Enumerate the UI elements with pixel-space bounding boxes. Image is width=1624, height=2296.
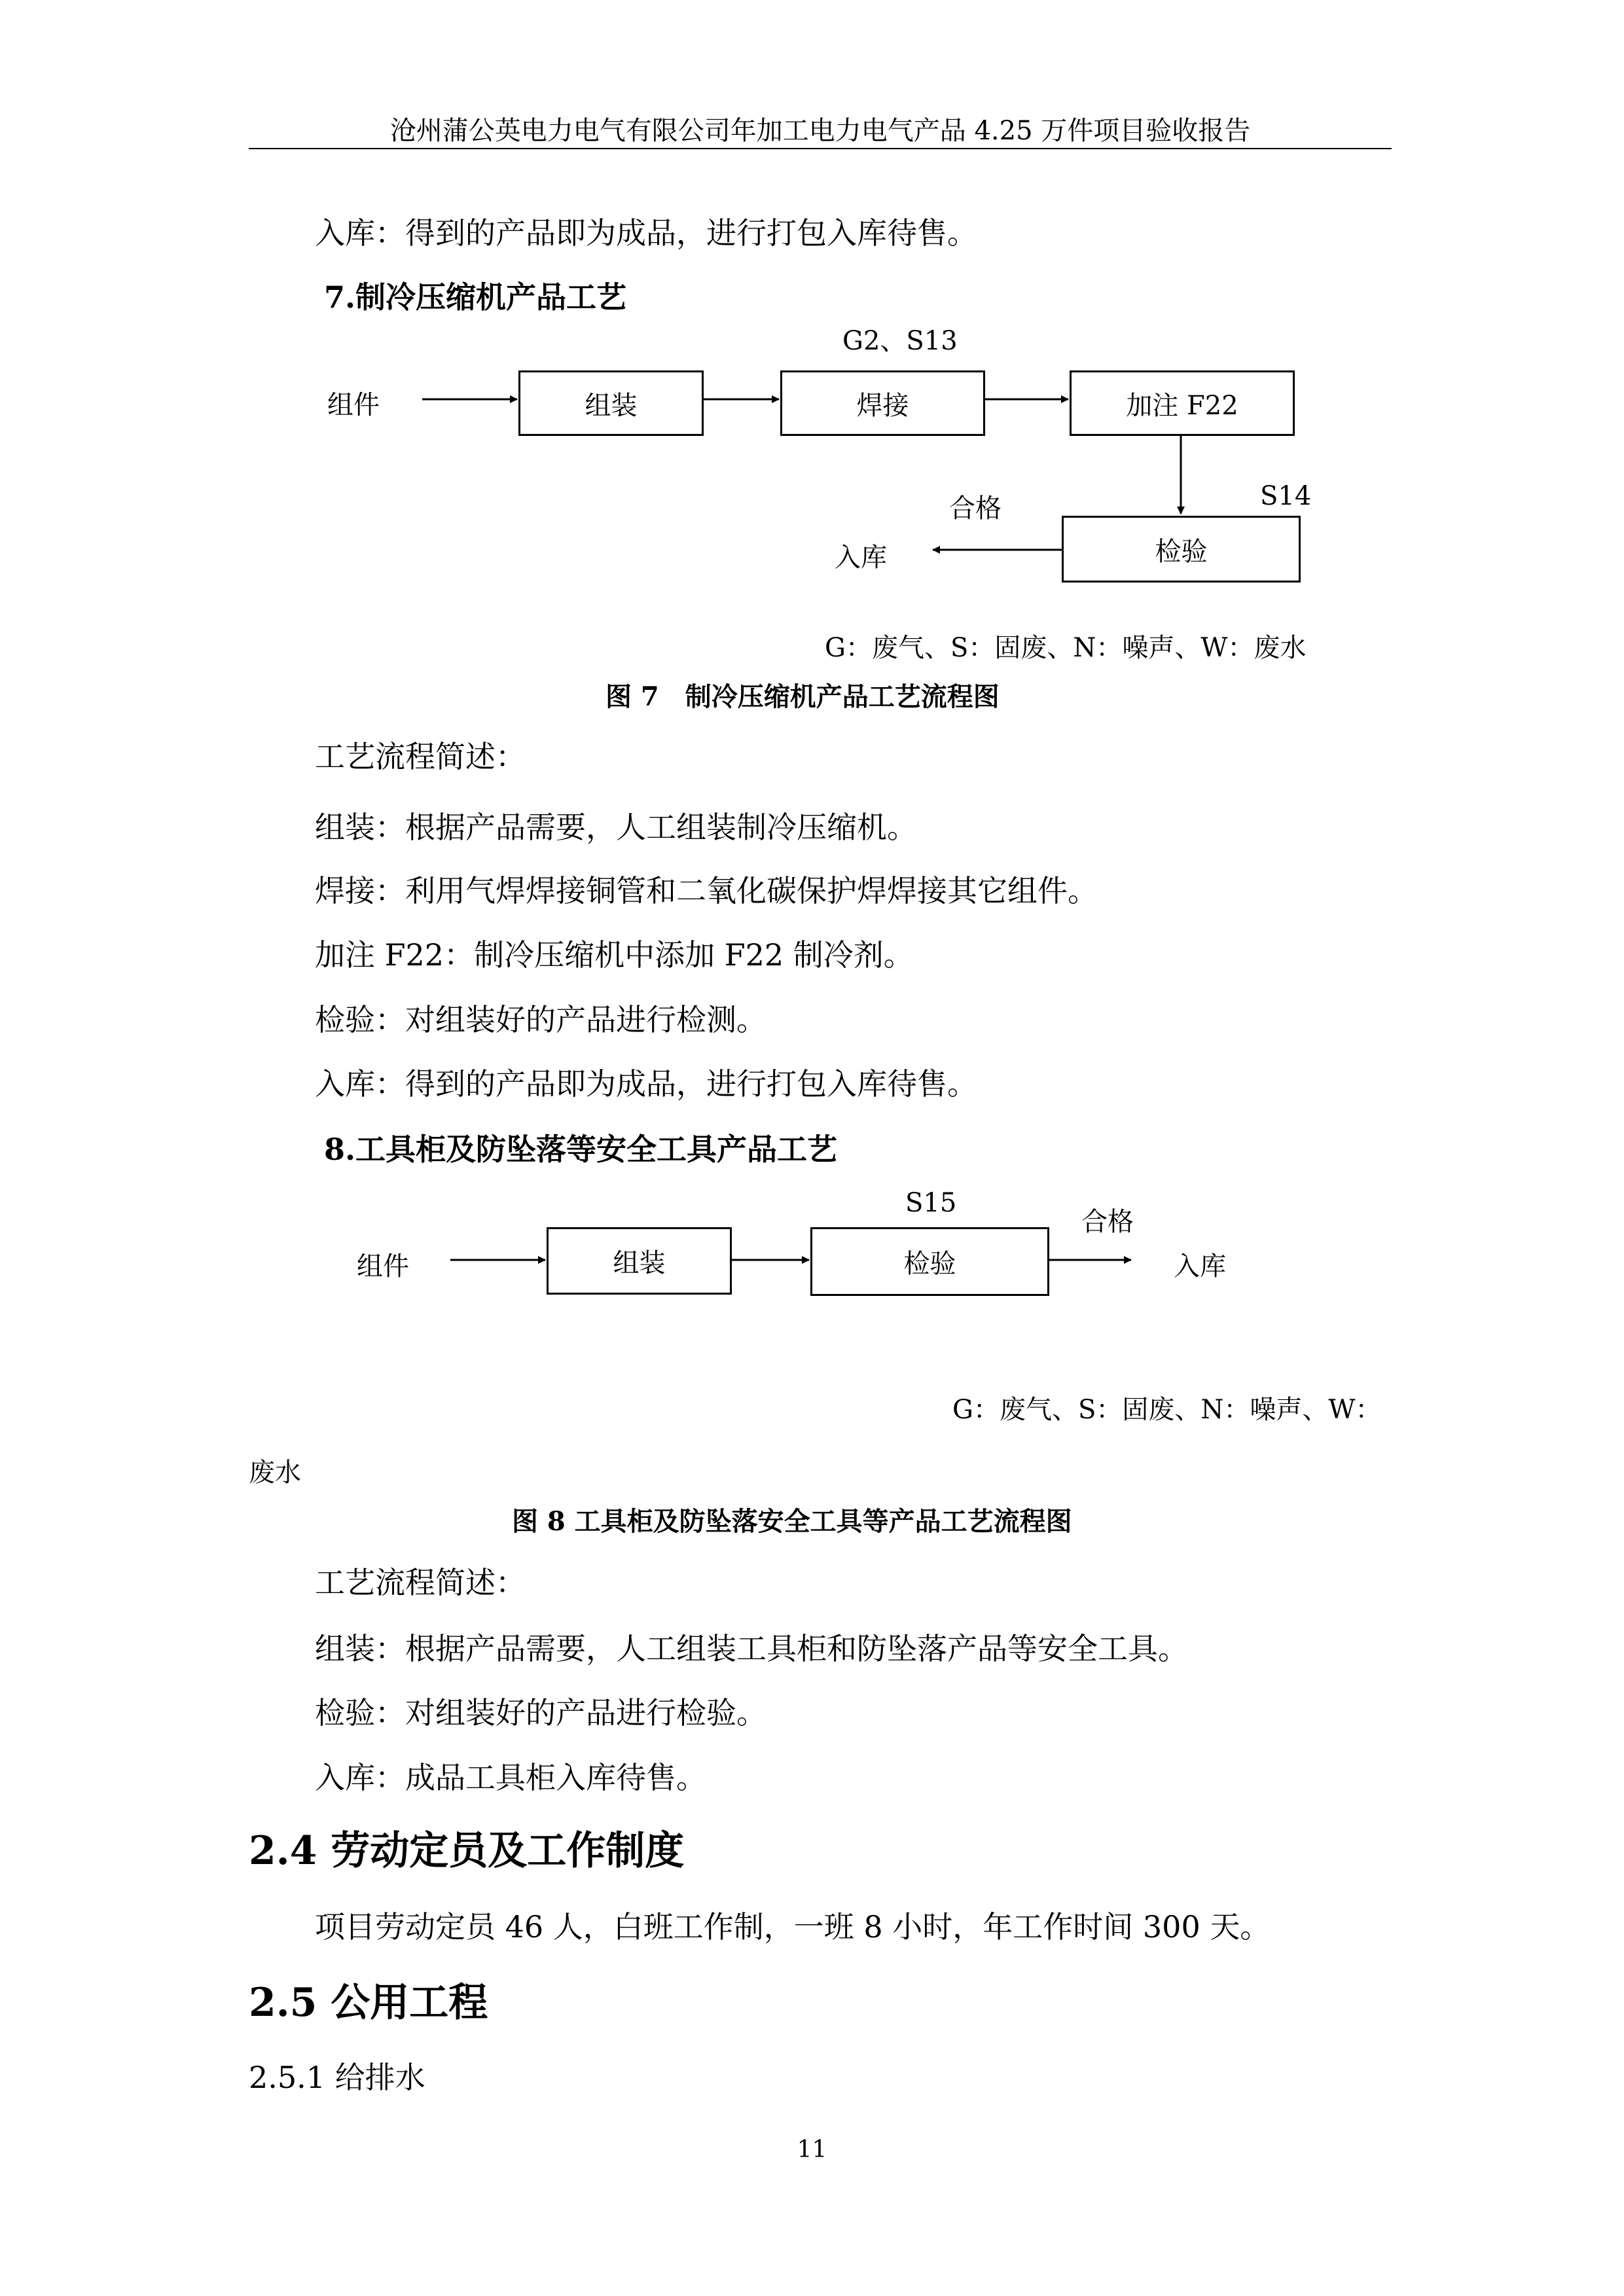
- intro-paragraph: 入库：得到的产品即为成品，进行打包入库待售。: [315, 215, 977, 251]
- flow7-desc-item: 入库：得到的产品即为成品，进行打包入库待售。: [315, 1066, 977, 1102]
- flow8-output-label: 入库: [1174, 1251, 1226, 1282]
- page-header: 沧州蒲公英电力电气有限公司年加工电力电气产品 4.25 万件项目验收报告: [389, 116, 1251, 146]
- flow8-legend-line2: 废水: [249, 1458, 301, 1488]
- section-2-5-1-subheading: 2.5.1 给排水: [249, 2060, 425, 2095]
- flow8-assemble-box: 组装: [547, 1227, 732, 1295]
- flow8-legend-line1: G：废气、S：固废、N：噪声、W：: [952, 1395, 1382, 1425]
- flow8-inspect-box: 检验: [810, 1227, 1049, 1296]
- flow7-inspect-emission: S14: [1260, 481, 1312, 511]
- figure8-caption: 图 8 工具柜及防坠落安全工具等产品工艺流程图: [512, 1506, 1072, 1537]
- flow7-desc-title: 工艺流程简述：: [315, 739, 526, 774]
- flow8-desc-item: 入库：成品工具柜入库待售。: [315, 1760, 706, 1795]
- flow7-pass-label: 合格: [949, 493, 1001, 524]
- section-2-5-heading: 2.5 公用工程: [249, 1980, 488, 2026]
- flow7-weld-box: 焊接: [780, 370, 985, 436]
- page-number: 11: [797, 2136, 827, 2163]
- flow7-weld-emission: G2、S13: [842, 326, 958, 356]
- section7-heading: 7.制冷压缩机产品工艺: [324, 279, 627, 315]
- flow7-desc-item: 组装：根据产品需要，人工组装制冷压缩机。: [315, 810, 917, 845]
- flow8-desc-title: 工艺流程简述：: [315, 1565, 526, 1600]
- section8-heading: 8.工具柜及防坠落等安全工具产品工艺: [324, 1132, 838, 1167]
- flow7-desc-item: 加注 F22：制冷压缩机中添加 F22 制冷剂。: [315, 937, 914, 973]
- section-2-4-heading: 2.4 劳动定员及工作制度: [249, 1828, 685, 1874]
- flow8-desc-item: 组装：根据产品需要，人工组装工具柜和防坠落产品等安全工具。: [315, 1631, 1188, 1666]
- flow7-inspect-box: 检验: [1062, 516, 1301, 583]
- flow7-assemble-box: 组装: [518, 370, 704, 436]
- flow8-inspect-emission: S15: [905, 1188, 957, 1218]
- section-2-4-body: 项目劳动定员 46 人，白班工作制，一班 8 小时，年工作时间 300 天。: [315, 1909, 1271, 1945]
- flow7-fill-box: 加注 F22: [1070, 370, 1295, 436]
- flow7-input-label: 组件: [327, 390, 380, 420]
- flow7-output-label: 入库: [835, 543, 887, 573]
- flow8-input-label: 组件: [357, 1251, 409, 1282]
- flow7-desc-item: 检验：对组装好的产品进行检测。: [315, 1002, 767, 1037]
- flow8-desc-item: 检验：对组装好的产品进行检验。: [315, 1695, 767, 1731]
- flow7-legend: G：废气、S：固废、N：噪声、W：废水: [825, 633, 1307, 663]
- flow8-pass-label: 合格: [1081, 1207, 1134, 1237]
- figure7-caption: 图 7 制冷压缩机产品工艺流程图: [605, 681, 1000, 712]
- flow7-desc-item: 焊接：利用气焊焊接铜管和二氧化碳保护焊焊接其它组件。: [315, 873, 1098, 908]
